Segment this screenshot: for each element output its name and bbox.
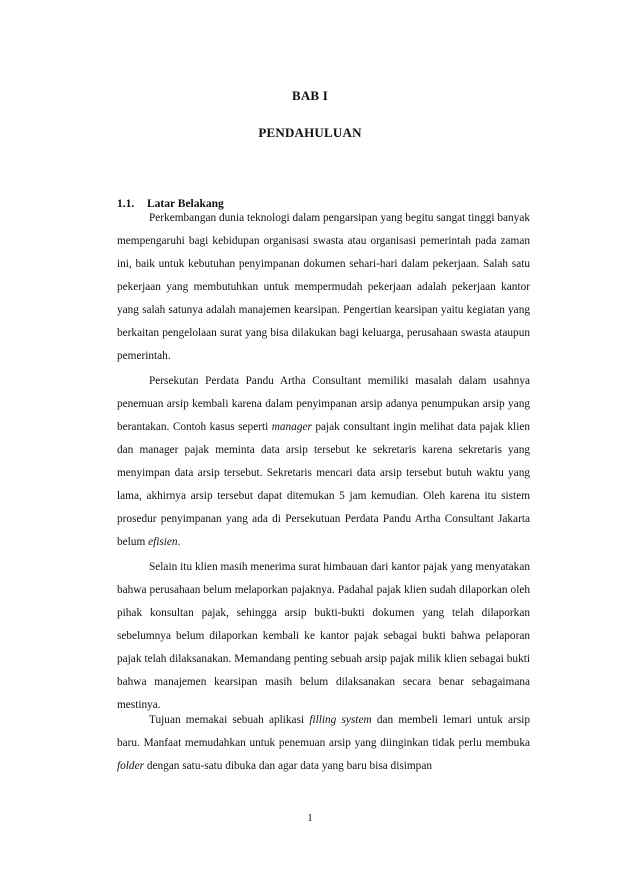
paragraph-text: Selain itu klien masih menerima surat himbauan dari kantor pajak yang menyatakan bahwa perusahaan belum melaporkan pajaknya. Padahal pajak klien sudah dilaporkan oleh pihak konsultan pajak, sehingga arsip bukti-bukti dokumen yang telah dilaporkan sebelumnya belum dilaporkan kembali ke kantor pajak sebagai bukti bahwa pelaporan pajak telah dilaksanakan. Memandang penting sebuah arsip pajak milik klien sebagai bukti bahwa manajemen kearsipan masih belum dilaksanakan secara benar sebagaimana mestinya. (117, 561, 530, 711)
italic-term: efisien (148, 536, 178, 548)
paragraph-text: pajak consultant ingin melihat data pajak klien dan manager pajak meminta data arsip tersebut ke sekretaris karena sekretaris yang menyimpan data arsip tersebut. Sekretaris mencari data arsip tersebut butuh waktu yang lama, akhirnya arsip tersebut dapat ditemukan 5 jam kemudian. Oleh karena itu sistem prosedur penyimpanan yang ada di Persekutuan Perdata Pandu Artha Consultant Jakarta belum (117, 421, 531, 548)
paragraph-text: dengan satu-satu dibuka dan agar data yang baru bisa disimpan (144, 760, 432, 772)
paragraph-4 (117, 709, 530, 778)
chapter-title: PENDAHULUAN (258, 125, 362, 140)
italic-term: manager (271, 421, 312, 433)
page-number: 1 (307, 812, 313, 824)
paragraph-1 (117, 207, 530, 368)
paragraph-text: Tujuan memakai sebuah aplikasi (149, 714, 310, 726)
chapter-number: BAB I (291, 88, 329, 103)
section-title: Latar Belakang (147, 198, 224, 210)
paragraph-2 (117, 370, 530, 554)
paragraph-text: Persekutan Perdata Pandu Artha Consultant memiliki masalah dalam usahnya penemuan arsip kembali karena dalam penyimpanan arsip adanya penumpukan arsip yang berantakan. Contoh kasus seperti (117, 375, 530, 433)
paragraph-text: dan membeli lemari untuk arsip baru. Manfaat memudahkan untuk penemuan arsip yang diinginkan tidak perlu membuka (117, 714, 530, 749)
paragraph-text: Perkembangan dunia teknologi dalam pengarsipan yang begitu sangat tinggi banyak mempengaruhi bagi kebidupan organisasi swasta atau organisasi pemerintah pada zaman ini, baik untuk kebutuhan penyimpanan dokumen sehari-hari dalam pekerjaan. Salah satu pekerjaan yang membutuhkan untuk mempermudah pekerjaan adalah pekerjaan kantor yang salah satunya adalah manajemen kearsipan. Pengertian kearsipan yaitu kegiatan yang berkaitan pengelolaan surat yang bisa dilakukan bagi keluarga, perusahaan swasta ataupun pemerintah. (117, 212, 530, 362)
section-number: 1.1. (117, 198, 135, 210)
paragraph-3 (117, 556, 530, 717)
italic-term: filling system (309, 714, 372, 726)
paragraph-text: . (177, 536, 181, 548)
italic-term: folder (117, 760, 144, 772)
